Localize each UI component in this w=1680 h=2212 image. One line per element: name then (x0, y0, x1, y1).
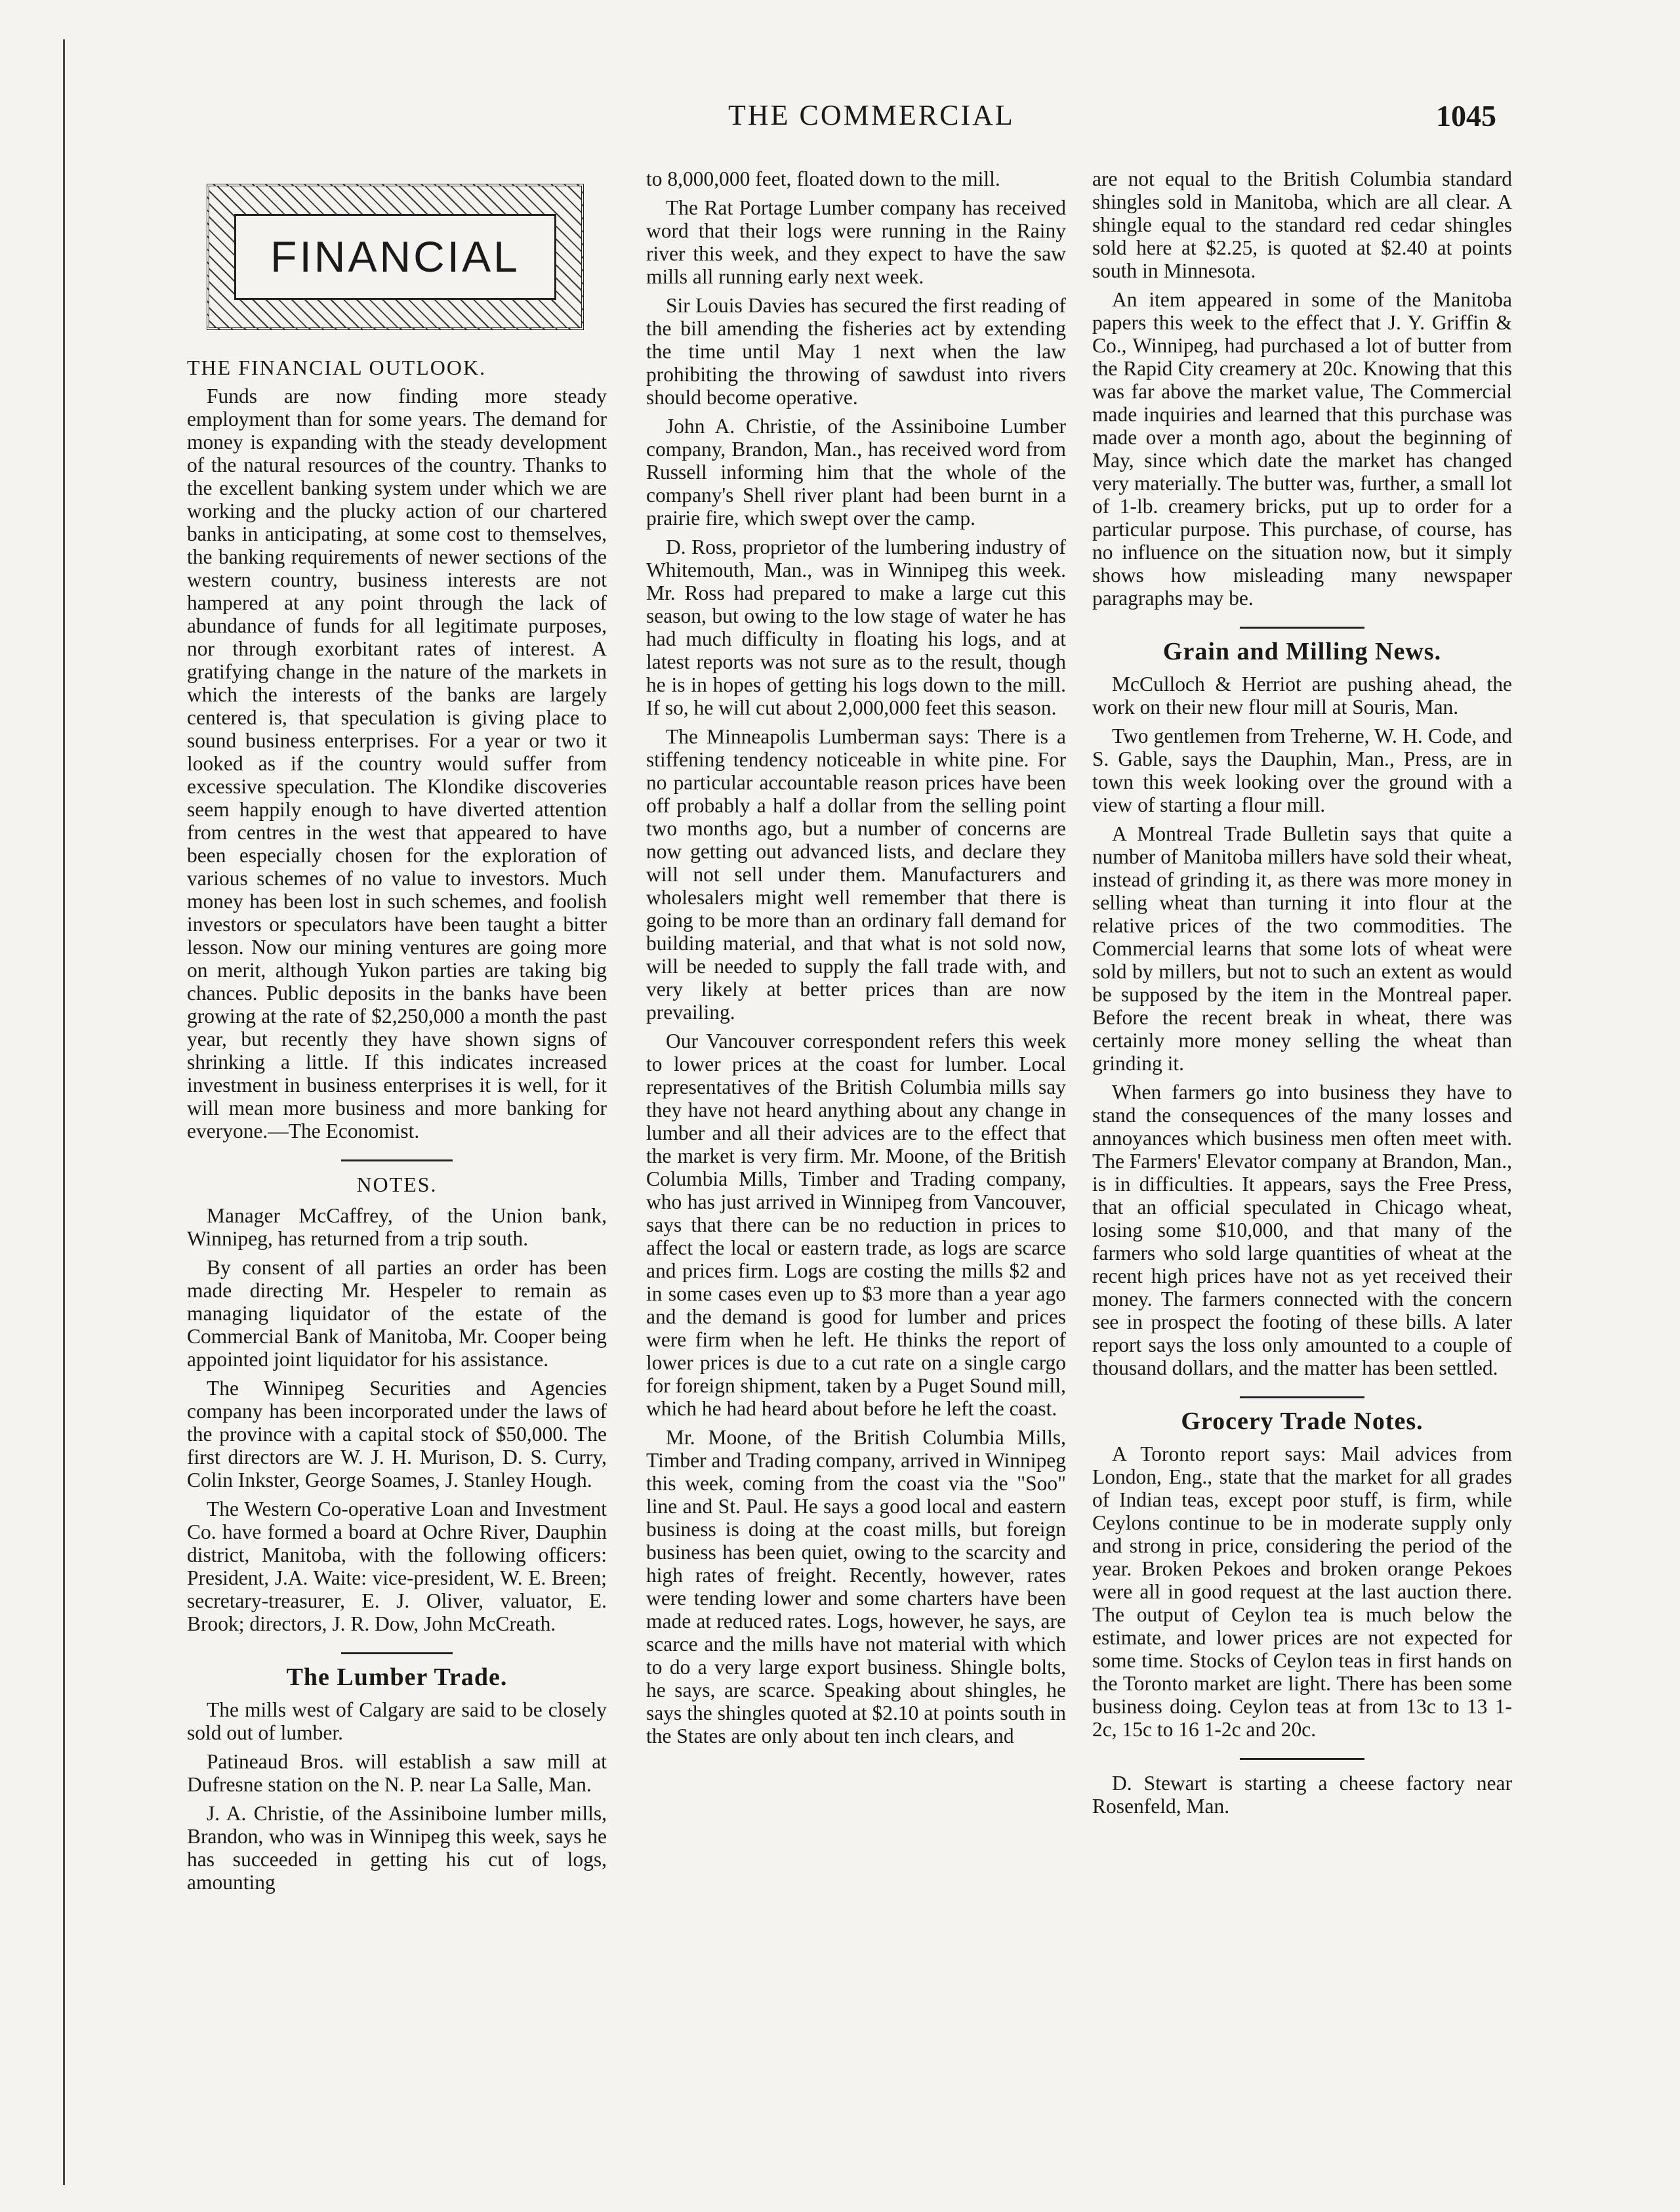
lumber-paragraph: Our Vancouver correspondent refers this week to lower prices at the coast for lumber. Local representatives of the British Columbia mills say they have not heard anything about any change in lumber and all their advices are to the effect that the market is very firm. Mr. Moone, of the British Columbia Mills, Timber and Trading company, who has just arrived in Winnipeg from Vancouver, says that there can be no reduction in prices to affect the local or eastern trade, as logs are scarce and prices firm. Logs are costing the mills $2 and in some cases even up to $3 more than a year ago and the demand is good for lumber and prices were firm when he left. He thinks the report of lower prices is due to a cut rate on a single cargo for foreign shipment, taken by a Puget Sound mill, which he had heard about before he left the coast. (646, 1030, 1066, 1420)
grain-milling-heading: Grain and Milling News. (1162, 638, 1442, 665)
lumber-paragraph: J. A. Christie, of the Assiniboine lumber mills, Brandon, who was in Winnipeg this week, says he has succeeded in getting his cut of logs, amounting (187, 1802, 607, 1894)
lumber-paragraph: The Rat Portage Lumber company has received word that their logs were running in the Rainy river this week, and they expect to have the saw mills all running early next week. (646, 196, 1066, 288)
divider-rule (341, 1652, 453, 1654)
grain-paragraph: When farmers go into business they have to stand the consequences of the many losses and annoyances which business men often meet with. The Farmers' Elevator company at Brandon, Man., is in difficulties. It appears, says the Free Press, that an official speculated in Chicago wheat, losing some $10,000, and that many of the farmers who sold large quantities of wheat at the recent high prices have not as yet received their money. The farmers connected with the concern see in prospect the footing of these bills. A later report says the loss only amounted to a couple of thousand dollars, and the matter has been settled. (1092, 1081, 1512, 1379)
grain-paragraph: McCulloch & Herriot are pushing ahead, the work on their new flour mill at Souris, Man. (1092, 673, 1512, 719)
page-edge-rule (63, 39, 65, 2185)
financial-banner-inner (234, 214, 556, 300)
divider-rule (341, 1159, 453, 1161)
grocery-trade-heading: Grocery Trade Notes. (1181, 1408, 1424, 1435)
lumber-paragraph: John A. Christie, of the Assiniboine Lumber company, Brandon, Man., has received word from Russell informing him that the whole of the company's Shell river plant had been burnt in a prairie fire, which swept over the camp. (646, 415, 1066, 530)
notes-paragraph: Manager McCaffrey, of the Union bank, Winnipeg, has returned from a trip south. (187, 1204, 607, 1250)
lumber-paragraph: The mills west of Calgary are said to be closely sold out of lumber. (187, 1698, 607, 1744)
lumber-paragraph: Sir Louis Davies has secured the first reading of the bill amending the fisheries act by extending the time until May 1 next when the law prohibiting the throwing of sawdust into rivers should become operative. (646, 294, 1066, 409)
lumber-paragraph: The Minneapolis Lumberman says: There is a stiffening tendency noticeable in white pine. For no particular accountable reason prices have been off probably a half a dollar from the selling point two months ago, but a number of concerns are now getting out advanced lists, and declare they will not sell under them. Manufacturers and wholesalers might well remember that there is going to be more than an ordinary fall demand for building material, and that what is not sold now, will be needed to supply the fall trade with, and very likely at better prices than are now prevailing. (646, 725, 1066, 1024)
divider-rule (1240, 1396, 1364, 1398)
financial-outlook-heading: THE FINANCIAL OUTLOOK. (187, 356, 487, 379)
column-1 (187, 167, 607, 1900)
notes-heading: NOTES. (356, 1173, 438, 1196)
divider-rule (1240, 1758, 1364, 1760)
grain-paragraph: Two gentlemen from Treherne, W. H. Code, and S. Gable, says the Dauphin, Man., Press, are in town this week looking over the ground with a view of starting a flour mill. (1092, 724, 1512, 816)
lumber-trade-heading: The Lumber Trade. (286, 1663, 508, 1691)
butter-item-paragraph: An item appeared in some of the Manitoba papers this week to the effect that J. Y. Griffin & Co., Winnipeg, had purchased a lot of butter from the Rapid City creamery at 20c. Knowing that this was far above the market value, The Commercial made inquiries and learned that this purchase was made over a month ago, about the beginning of May, since which date the market has changed very materially. The butter was, further, a small lot of 1-lb. creamery bricks, put up to order for a particular purpose. This purchase, of course, has no influence on the situation now, but it simply shows how misleading many newspaper paragraphs may be. (1092, 288, 1512, 610)
grocery-paragraph: A Toronto report says: Mail advices from London, Eng., state that the market for all grades of Indian teas, except poor stuff, is firm, while Ceylons continue to be in moderate supply only and strong in price, considering the period of the year. Broken Pekoes and broken orange Pekoes were all in good request at the last auction there. The output of Ceylon tea is much below the estimate, and lower prices are not expected for some time. Stocks of Ceylon teas in first hands on the Toronto market are light. There has been some business doing. Ceylon teas at from 13c to 13 1-2c, 15c to 16 1-2c and 20c. (1092, 1442, 1512, 1741)
page-number: 1045 (1436, 99, 1496, 133)
running-head (0, 98, 1680, 138)
financial-banner (207, 184, 584, 330)
financial-outlook-article: Funds are now finding more steady employment than for some years. The demand for money is expanding with the steady development of the natural resources of the country. Thanks to the excellent banking system under which we are working and the plucky action of our chartered banks in anticipating, at some cost to themselves, the banking requirements of newer sections of the western country, business interests are not hampered at any point through the lack of abundance of funds for all legitimate purposes, nor through exorbitant rates of interest. A gratifying change in the nature of the markets in which the interests of the banks are largely centered is, that speculation is giving place to sound business enterprises. For a year or two it looked as if the country would suffer from excessive speculation. The Klondike discoveries seem happily enough to have diverted attention from centres in the west that appeared to have been especially chosen for the exploration of various schemes of no value to investors. Much money has been lost in such schemes, and foolish investors or speculators have been taught a bitter lesson. Now our mining ventures are going more on merit, although Yukon parties are taking big chances. Public deposits in the banks have been growing at the rate of $2,250,000 a month the past year, but recently they have shown signs of shrinking a little. If this indicates increased investment in business enterprises it is well, for it will mean more business and more banking for everyone.—The Economist. (187, 385, 607, 1142)
publication-title: THE COMMERCIAL (728, 99, 1015, 131)
financial-banner-title: FINANCIAL (270, 232, 520, 281)
notes-paragraph: By consent of all parties an order has been made directing Mr. Hespeler to remain as managing liquidator of the estate of the Commercial Bank of Manitoba, Mr. Cooper being appointed joint liquidator for his assistance. (187, 1256, 607, 1371)
grocery-paragraph: D. Stewart is starting a cheese factory near Rosenfeld, Man. (1092, 1772, 1512, 1818)
notes-paragraph: The Western Co-operative Loan and Investment Co. have formed a board at Ochre River, Dauphin district, Manitoba, with the following officers: President, J.A. Waite: vice-president, W. E. Breen; secretary-treasurer, E. J. Oliver, valuator, E. Brook; directors, J. R. Dow, John McCreath. (187, 1497, 607, 1635)
lumber-paragraph: to 8,000,000 feet, floated down to the mill. (646, 167, 1000, 190)
lumber-paragraph: Mr. Moone, of the British Columbia Mills, Timber and Trading company, arrived in Winnipeg this week, coming from the coast via the "Soo" line and St. Paul. He says a good local and eastern business is doing at the coast mills, but foreign business has been quiet, owing to the scarcity and high rates of freight. Recently, however, rates were tending lower and some charters have been made at reduced rates. Logs, however, he says, are scarce and the mills have not material with which to do a very large export business. Shingle bolts, he says, are scarce. Speaking about shingles, he says the shingles quoted at $2.10 at points south in the States are only about ten inch clears, and (646, 1426, 1066, 1747)
divider-rule (1240, 627, 1364, 629)
lumber-paragraph: D. Ross, proprietor of the lumbering industry of Whitemouth, Man., was in Winnipeg this week. Mr. Ross had prepared to make a large cut this season, but owing to the low stage of water he has had much difficulty in floating his logs, and at latest reports was not sure as to the result, though he is in hopes of getting his logs down to the mill. If so, he will cut about 2,000,000 feet this season. (646, 535, 1066, 719)
notes-paragraph: The Winnipeg Securities and Agencies company has been incorporated under the laws of the province with a capital stock of $50,000. The first directors are W. J. H. Murison, D. S. Curry, Colin Inkster, George Soames, J. Stanley Hough. (187, 1377, 607, 1492)
column-3 (1092, 167, 1512, 1824)
lumber-paragraph: are not equal to the British Columbia standard shingles sold in Manitoba, which are all clear. A shingle equal to the standard red cedar shingles sold here at $2.25, is quoted at $2.40 at points south in Minnesota. (1092, 167, 1512, 282)
lumber-paragraph: Patineaud Bros. will establish a saw mill at Dufresne station on the N. P. near La Salle, Man. (187, 1750, 607, 1796)
column-2 (646, 167, 1066, 1753)
grain-paragraph: A Montreal Trade Bulletin says that quite a number of Manitoba millers have sold their wheat, instead of grinding it, as there was more money in selling wheat than turning it into flour at the relative prices of the two commodities. The Commercial learns that some lots of wheat were sold by millers, but not to such an extent as would be supposed by the item in the Montreal paper. Before the recent break in wheat, there was certainly more money selling the wheat than grinding it. (1092, 822, 1512, 1075)
